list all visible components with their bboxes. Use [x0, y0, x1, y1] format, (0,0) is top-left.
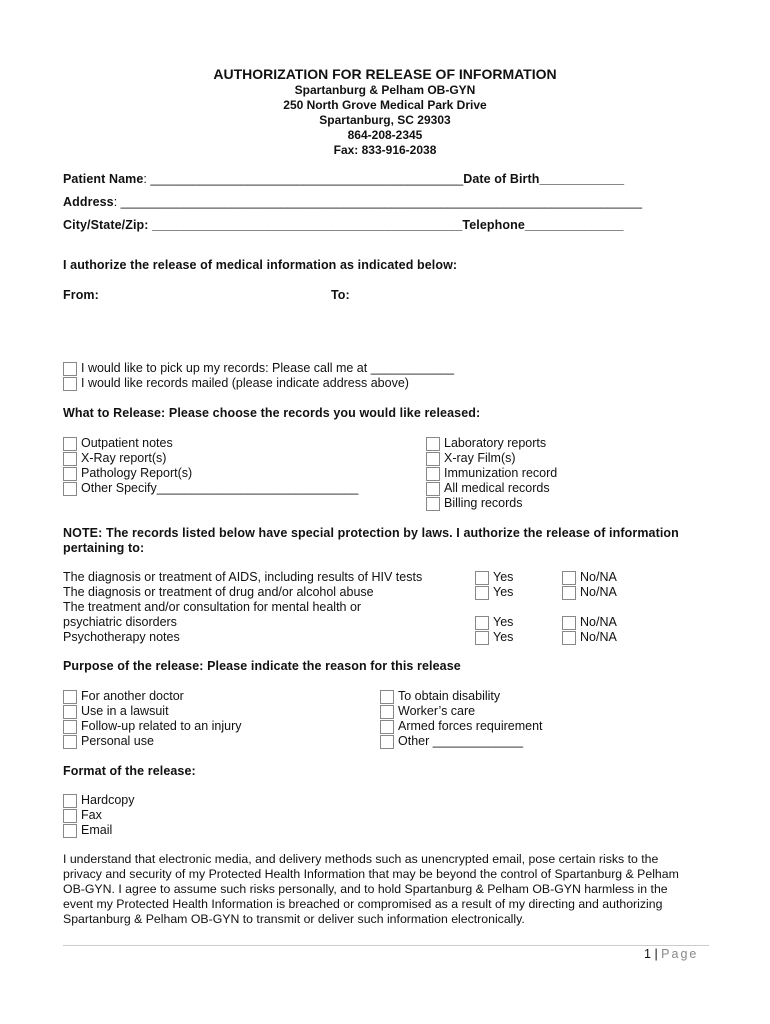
telephone-field[interactable]: Telephone______________ — [462, 218, 624, 232]
xray-report-label: X-Ray report(s) — [81, 451, 167, 465]
patient-name-field[interactable]: : _____________________________________________ — [143, 172, 464, 186]
another-doctor-checkbox[interactable] — [63, 690, 77, 704]
address-row — [63, 195, 642, 209]
disclaimer-line: Spartanburg & Pelham OB-GYN to transmit or deliver such information electronically. — [63, 912, 525, 926]
to-label: To: — [331, 288, 350, 302]
mental-no-checkbox[interactable] — [562, 616, 576, 630]
lab-reports-label: Laboratory reports — [444, 436, 547, 450]
disclaimer-line: privacy and security of my Protected Health Information that may be beyond the control of Spartanburg & Pelham — [63, 867, 679, 881]
patient-name-row — [63, 172, 624, 186]
drug-yes-label: Yes — [493, 585, 514, 599]
all-records-label: All medical records — [444, 481, 550, 495]
personal-use-label: Personal use — [81, 734, 154, 748]
personal-use-checkbox[interactable] — [63, 735, 77, 749]
special-item-drug: The diagnosis or treatment of drug and/or alcohol abuse — [63, 585, 374, 599]
page-separator: | — [654, 947, 658, 961]
address-label: Address — [63, 195, 114, 209]
patient-name-label: Patient Name — [63, 172, 144, 186]
mail-checkbox[interactable] — [63, 377, 77, 391]
fax-checkbox[interactable] — [63, 809, 77, 823]
disclaimer-line: I understand that electronic media, and delivery methods such as unencrypted email, pose certain risks to the — [63, 852, 659, 866]
email-label: Email — [81, 823, 113, 837]
psychotherapy-no-checkbox[interactable] — [562, 631, 576, 645]
lawsuit-label: Use in a lawsuit — [81, 704, 169, 718]
page-number: 1 — [644, 947, 651, 961]
dob-field[interactable]: Date of Birth____________ — [463, 172, 625, 186]
disability-checkbox[interactable] — [380, 690, 394, 704]
mental-yes-checkbox[interactable] — [475, 616, 489, 630]
injury-followup-checkbox[interactable] — [63, 720, 77, 734]
special-item-mental-2: psychiatric disorders — [63, 615, 177, 629]
drug-no-label: No/NA — [580, 585, 617, 599]
armed-forces-label: Armed forces requirement — [398, 719, 543, 733]
psychotherapy-no-label: No/NA — [580, 630, 617, 644]
purpose-other-checkbox[interactable] — [380, 735, 394, 749]
billing-records-label: Billing records — [444, 496, 523, 510]
disclaimer-line: OB-GYN. I agree to assume such risks personally, and to hold Spartanburg & Pelham OB-GYN harmless in the — [63, 882, 668, 896]
xray-film-checkbox[interactable] — [426, 452, 440, 466]
immunization-label: Immunization record — [444, 466, 558, 480]
xray-report-checkbox[interactable] — [63, 452, 77, 466]
billing-records-checkbox[interactable] — [426, 497, 440, 511]
mental-yes-label: Yes — [493, 615, 514, 629]
outpatient-notes-checkbox[interactable] — [63, 437, 77, 451]
practice-phone: 864-208-2345 — [347, 128, 423, 142]
special-item-psychotherapy: Psychotherapy notes — [63, 630, 180, 644]
pickup-option-label: I would like to pick up my records: Please call me at ____________ — [81, 361, 455, 375]
city-state-zip-field[interactable]: City/State/Zip: ____________________________________________ — [63, 218, 463, 232]
other-specify-field[interactable]: Other Specify_____________________________ — [81, 481, 359, 495]
aids-yes-label: Yes — [493, 570, 514, 584]
aids-yes-checkbox[interactable] — [475, 571, 489, 585]
another-doctor-label: For another doctor — [81, 689, 184, 703]
email-checkbox[interactable] — [63, 824, 77, 838]
armed-forces-checkbox[interactable] — [380, 720, 394, 734]
practice-street: 250 North Grove Medical Park Drive — [283, 98, 487, 112]
from-label: From: — [63, 288, 99, 302]
electronic-disclaimer — [63, 852, 703, 927]
xray-film-label: X-ray Film(s) — [444, 451, 516, 465]
drug-no-checkbox[interactable] — [562, 586, 576, 600]
disclaimer-line: event my Protected Health Information is breached or compromised as a result of my directing and authorizing — [63, 897, 663, 911]
injury-followup-label: Follow-up related to an injury — [81, 719, 242, 733]
other-specify-checkbox[interactable] — [63, 482, 77, 496]
lab-reports-checkbox[interactable] — [426, 437, 440, 451]
address-field[interactable]: : ___________________________________________________________________________ — [113, 195, 643, 209]
workers-care-label: Worker’s care — [398, 704, 476, 718]
pickup-checkbox[interactable] — [63, 362, 77, 376]
hardcopy-label: Hardcopy — [81, 793, 135, 807]
all-records-checkbox[interactable] — [426, 482, 440, 496]
what-to-release-heading: What to Release: Please choose the records you would like released: — [63, 406, 481, 420]
fax-label: Fax — [81, 808, 102, 822]
psychotherapy-yes-checkbox[interactable] — [475, 631, 489, 645]
psychotherapy-yes-label: Yes — [493, 630, 514, 644]
format-heading: Format of the release: — [63, 764, 196, 778]
special-item-aids: The diagnosis or treatment of AIDS, including results of HIV tests — [63, 570, 423, 584]
footer-divider — [63, 945, 709, 946]
special-note-line1: NOTE: The records listed below have special protection by laws. I authorize the release of information — [63, 526, 679, 540]
special-note-line2: pertaining to: — [63, 541, 145, 555]
lawsuit-checkbox[interactable] — [63, 705, 77, 719]
purpose-heading: Purpose of the release: Please indicate the reason for this release — [63, 659, 461, 673]
hardcopy-checkbox[interactable] — [63, 794, 77, 808]
disability-label: To obtain disability — [398, 689, 501, 703]
city-row — [63, 218, 624, 232]
drug-yes-checkbox[interactable] — [475, 586, 489, 600]
page-footer — [644, 947, 698, 961]
pathology-report-label: Pathology Report(s) — [81, 466, 193, 480]
aids-no-checkbox[interactable] — [562, 571, 576, 585]
purpose-other-field[interactable]: Other _____________ — [398, 734, 524, 748]
form-title: AUTHORIZATION FOR RELEASE OF INFORMATION — [213, 66, 557, 82]
practice-name: Spartanburg & Pelham OB-GYN — [294, 83, 476, 97]
special-item-mental-1: The treatment and/or consultation for mental health or — [63, 600, 362, 614]
outpatient-notes-label: Outpatient notes — [81, 436, 173, 450]
aids-no-label: No/NA — [580, 570, 617, 584]
practice-city: Spartanburg, SC 29303 — [319, 113, 451, 127]
authorize-statement: I authorize the release of medical information as indicated below: — [63, 258, 458, 272]
mental-no-label: No/NA — [580, 615, 617, 629]
workers-care-checkbox[interactable] — [380, 705, 394, 719]
immunization-checkbox[interactable] — [426, 467, 440, 481]
pathology-report-checkbox[interactable] — [63, 467, 77, 481]
practice-fax: Fax: 833-916-2038 — [333, 143, 437, 157]
mail-option-label: I would like records mailed (please indicate address above) — [81, 376, 409, 390]
page-word: Page — [661, 947, 699, 961]
